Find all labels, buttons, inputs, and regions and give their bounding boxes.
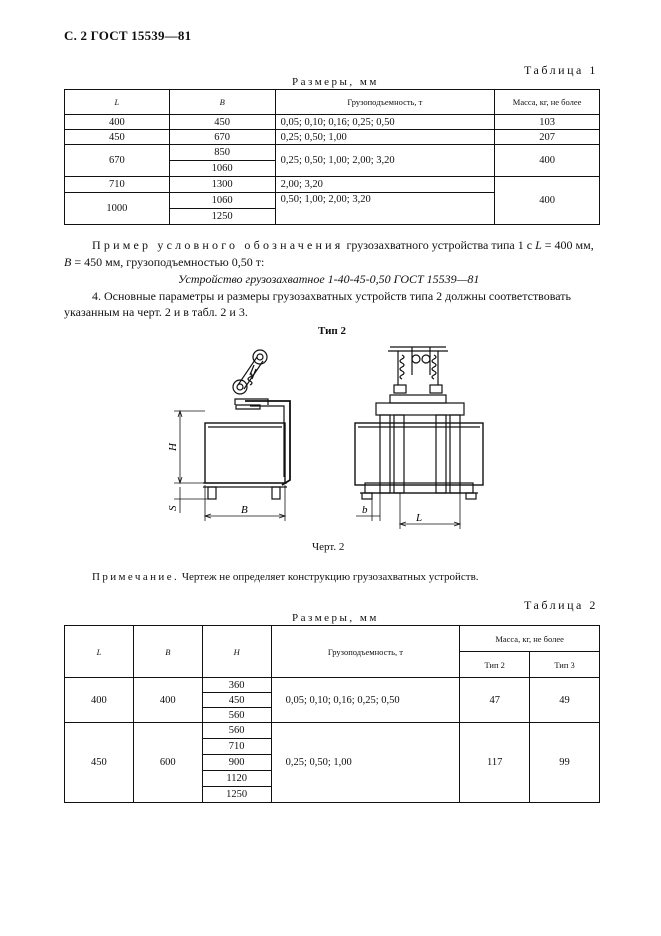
figure-caption: Черт. 2 [312, 541, 345, 553]
table-cell: 670 [169, 130, 275, 145]
front-view [355, 347, 483, 499]
table1-label: Таблица 1 [524, 63, 598, 77]
table1-caption: Размеры, мм [292, 76, 379, 88]
table-row [65, 145, 600, 161]
table2-caption: Размеры, мм [292, 612, 379, 624]
table-cell: 0,05; 0,10; 0,16; 0,25; 0,50 [271, 678, 460, 723]
dim-H-label: H [167, 443, 179, 451]
table1-header-L: L [65, 90, 170, 115]
table-cell: 117 [460, 723, 530, 803]
dim-b-label: b [362, 504, 368, 516]
table-cell: 0,25; 0,50; 1,00 [275, 130, 495, 145]
table-cell: 49 [530, 678, 600, 723]
table-cell: 670 [65, 145, 170, 177]
table-cell: 1060 [169, 193, 275, 209]
table-cell: 400 [495, 145, 600, 177]
table2-header-type2: Тип 2 [460, 652, 530, 678]
table-cell: 47 [460, 678, 530, 723]
side-view [203, 350, 290, 499]
table-cell: 1120 [202, 771, 271, 787]
table2 [64, 625, 600, 803]
note: Примечание. Чертеж не определяет конструкцию грузозахватных устройств. [92, 571, 479, 583]
table-cell: 560 [202, 723, 271, 739]
table-cell: 400 [495, 177, 600, 225]
table-cell: 450 [65, 130, 170, 145]
table-cell: 400 [133, 678, 202, 723]
dim-S-label: S [167, 505, 179, 511]
dim-B-label: B [241, 504, 248, 516]
example-paragraph-cont: B = 450 мм, грузоподъемностью 0,50 т: [64, 255, 265, 269]
table-cell: 710 [202, 739, 271, 755]
table-cell: 1000 [65, 193, 170, 225]
table-cell: 0,50; 1,00; 2,00; 3,20 [275, 193, 495, 225]
table-row [65, 678, 600, 693]
table1 [64, 89, 600, 225]
table2-header-mass: Масса, кг, не более [460, 626, 600, 652]
table-cell: 360 [202, 678, 271, 693]
table-row [65, 177, 600, 193]
figure-title: Тип 2 [318, 325, 346, 337]
table2-header-L: L [65, 626, 134, 678]
note-lead: Примечание. [92, 571, 180, 583]
table-cell: 1250 [169, 209, 275, 225]
figure-drawing [150, 335, 500, 535]
table2-header-H: H [202, 626, 271, 678]
table-cell: 103 [495, 115, 600, 130]
dim-L-label: L [416, 512, 423, 524]
table-cell: 450 [169, 115, 275, 130]
table-cell: 710 [65, 177, 170, 193]
designation: Устройство грузозахватное 1-40-45-0,50 ГОСТ 15539—81 [178, 272, 480, 286]
table-cell: 450 [65, 723, 134, 803]
table2-label: Таблица 2 [524, 598, 598, 612]
table-cell: 1300 [169, 177, 275, 193]
table-cell: 99 [530, 723, 600, 803]
table-cell: 400 [65, 678, 134, 723]
table-cell: 900 [202, 755, 271, 771]
table-cell: 450 [202, 693, 271, 708]
table-row [65, 723, 600, 739]
page-header: С. 2 ГОСТ 15539—81 [64, 28, 192, 43]
table-row [65, 130, 600, 145]
table-cell: 207 [495, 130, 600, 145]
table1-header-B: B [169, 90, 275, 115]
table2-header-type3: Тип 3 [530, 652, 600, 678]
table-cell: 0,25; 0,50; 1,00; 2,00; 3,20 [275, 145, 495, 177]
table-cell: 0,25; 0,50; 1,00 [271, 723, 460, 803]
table1-header-capacity: Грузоподъемность, т [275, 90, 495, 115]
example-lead: Пример условного обозначения [92, 238, 344, 252]
table2-header-B: B [133, 626, 202, 678]
clause4-line1: 4. Основные параметры и размеры грузозахватных устройств типа 2 должны соответствовать [92, 289, 572, 303]
table2-header-capacity: Грузоподъемность, т [271, 626, 460, 678]
table-cell: 400 [65, 115, 170, 130]
table1-header-mass: Масса, кг, не более [495, 90, 600, 115]
table-cell: 2,00; 3,20 [275, 177, 495, 193]
table-cell: 0,05; 0,10; 0,16; 0,25; 0,50 [275, 115, 495, 130]
table-row [65, 115, 600, 130]
clause4-line2: указанным на черт. 2 и в табл. 2 и 3. [64, 305, 248, 319]
table-cell: 850 [169, 145, 275, 161]
table-cell: 1060 [169, 161, 275, 177]
example-paragraph: Пример условного обозначения грузозахватного устройства типа 1 с L = 400 мм, [92, 238, 594, 252]
table-cell: 1250 [202, 787, 271, 803]
table-cell: 600 [133, 723, 202, 803]
table-cell: 560 [202, 708, 271, 723]
